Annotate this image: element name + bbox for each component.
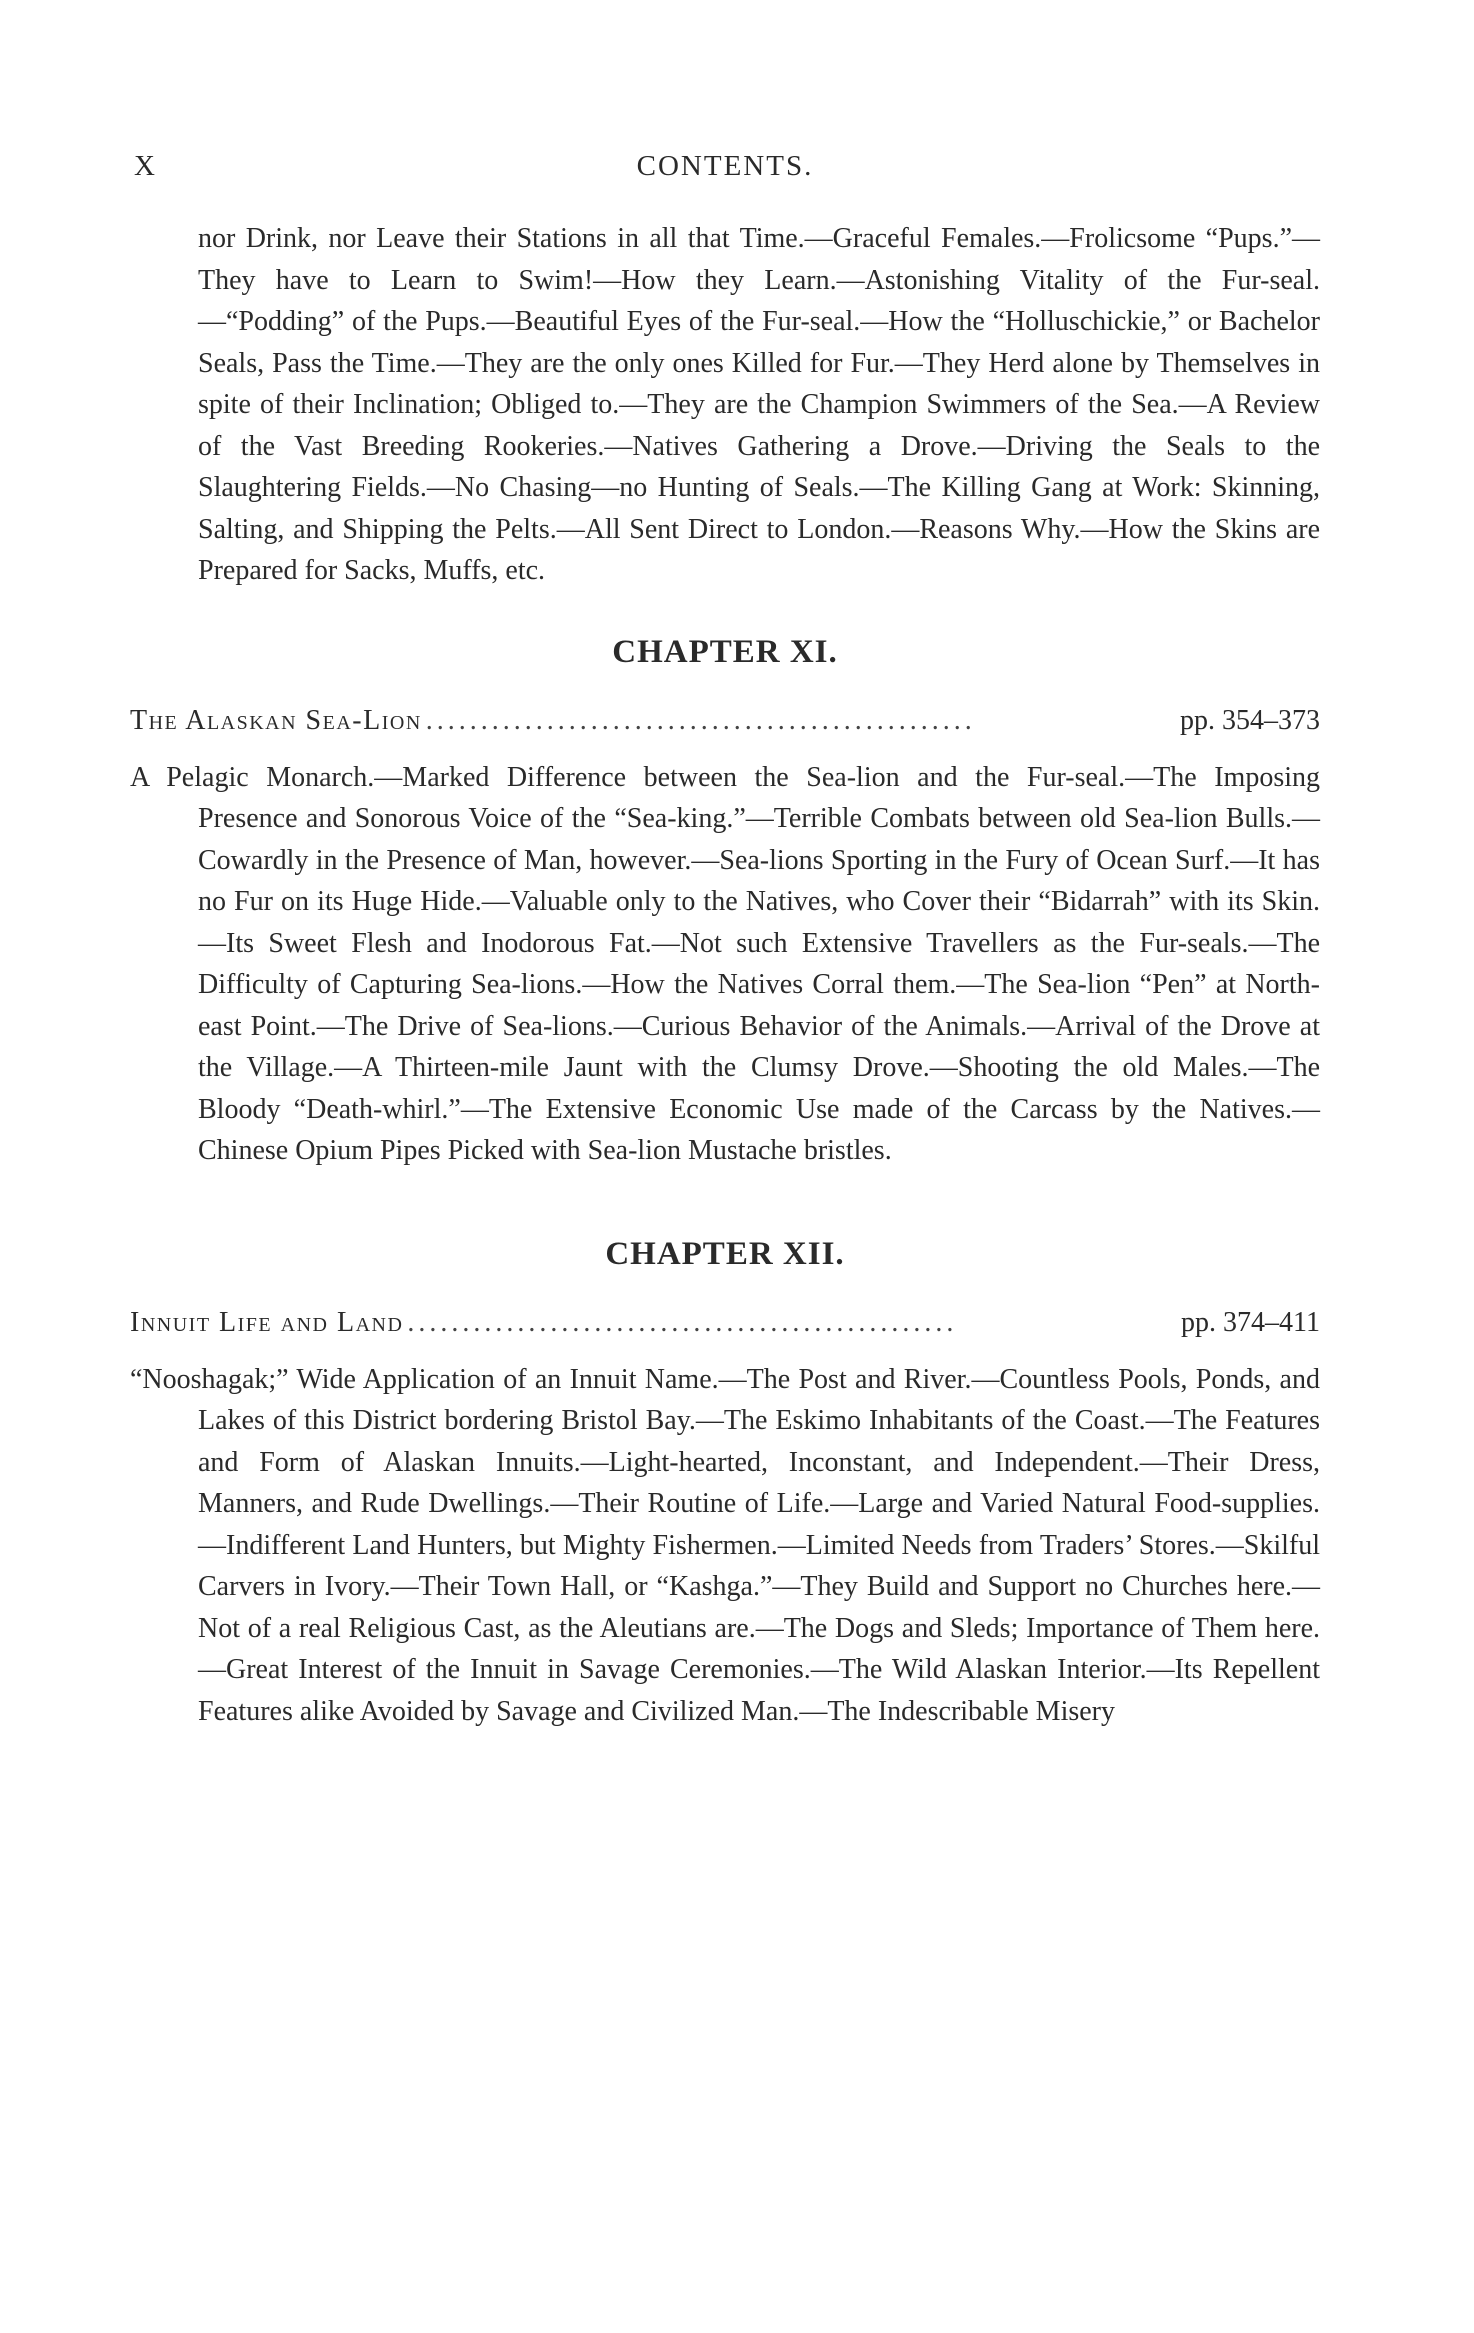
running-title: CONTENTS. — [636, 150, 814, 182]
running-head — [130, 140, 1320, 190]
chapter-heading: CHAPTER XI. — [612, 633, 838, 670]
dot-leader: .................................................. — [407, 1306, 958, 1338]
toc-entry-title: The Alaskan Sea-Lion — [130, 704, 422, 736]
contents-page — [130, 140, 1320, 1732]
chapter-heading: CHAPTER XII. — [605, 1235, 845, 1272]
page-range: pp. 354–373 — [1180, 704, 1320, 736]
chapter-summary: A Pelagic Monarch.—Marked Difference between the Sea-lion and the Fur-seal.—The Imposing Presence and Sonorous Voice of the “Sea-king.”—Terrible Combats between old Sea-lion Bulls.—Cowardly in the Presence of Man, however.—Sea-lions Sporting in the Fury of Ocean Surf.—It has no Fur on its Huge Hide.—Valuable only to the Natives, who Cover their “Bidarrah” with its Skin.—Its Sweet Flesh and Inodorous Fat.—Not such Extensive Travellers as the Fur-seals.—The Difficulty of Capturing Sea-lions.—How the Natives Corral them.—The Sea-lion “Pen” at North-east Point.—The Drive of Sea-lions.—Curious Behavior of the Animals.—Arrival of the Drove at the Village.—A Thirteen-mile Jaunt with the Clumsy Drove.—Shooting the old Males.—The Bloody “Death-whirl.”—The Extensive Economic Use made of the Carcass by the Natives.—Chinese Opium Pipes Picked with Sea-lion Mustache bristles. — [130, 761, 1320, 1166]
page-number: X — [134, 150, 157, 182]
intro-paragraph: nor Drink, nor Leave their Stations in all that Time.—Graceful Females.—Frolicsome “Pups.”—They have to Learn to Swim!—How they Learn.—Astonishing Vitality of the Fur-seal.—“Podding” of the Pups.—Beautiful Eyes of the Fur-seal.—How the “Holluschickie,” or Bachelor Seals, Pass the Time.—They are the only ones Killed for Fur.—They Herd alone by Themselves in spite of their Inclination; Obliged to.—They are the Champion Swimmers of the Sea.—A Review of the Vast Breeding Rookeries.—Natives Gathering a Drove.—Driving the Seals to the Slaughtering Fields.—No Chasing—no Hunting of Seals.—The Killing Gang at Work: Skinning, Salting, and Shipping the Pelts.—All Sent Direct to London.—Reasons Why.—How the Skins are Prepared for Sacks, Muffs, etc. — [198, 223, 1320, 586]
toc-entry — [130, 1307, 1320, 1339]
chapter-summary: “Nooshagak;” Wide Application of an Innuit Name.—The Post and River.—Countless Pools, Ponds, and Lakes of this District bordering Bristol Bay.—The Eskimo Inhabitants of the Coast.—The Features and Form of Alaskan Innuits.—Light-hearted, Inconstant, and Independent.—Their Dress, Manners, and Rude Dwellings.—Their Routine of Life.—Large and Varied Natural Food-supplies.—Indifferent Land Hunters, but Mighty Fishermen.—Limited Needs from Traders’ Stores.—Skilful Carvers in Ivory.—Their Town Hall, or “Kashga.”—They Build and Support no Churches here.—Not of a real Religious Cast, as the Aleutians are.—The Dogs and Sleds; Importance of Them here.—Great Interest of the Innuit in Savage Ceremonies.—The Wild Alaskan Interior.—Its Repellent Features alike Avoided by Savage and Civilized Man.—The Indescribable Misery — [130, 1363, 1320, 1727]
page-range: pp. 374–411 — [1181, 1306, 1320, 1338]
dot-leader: .................................................. — [425, 704, 976, 736]
toc-entry — [130, 705, 1320, 737]
toc-entry-title: Innuit Life and Land — [130, 1306, 404, 1338]
